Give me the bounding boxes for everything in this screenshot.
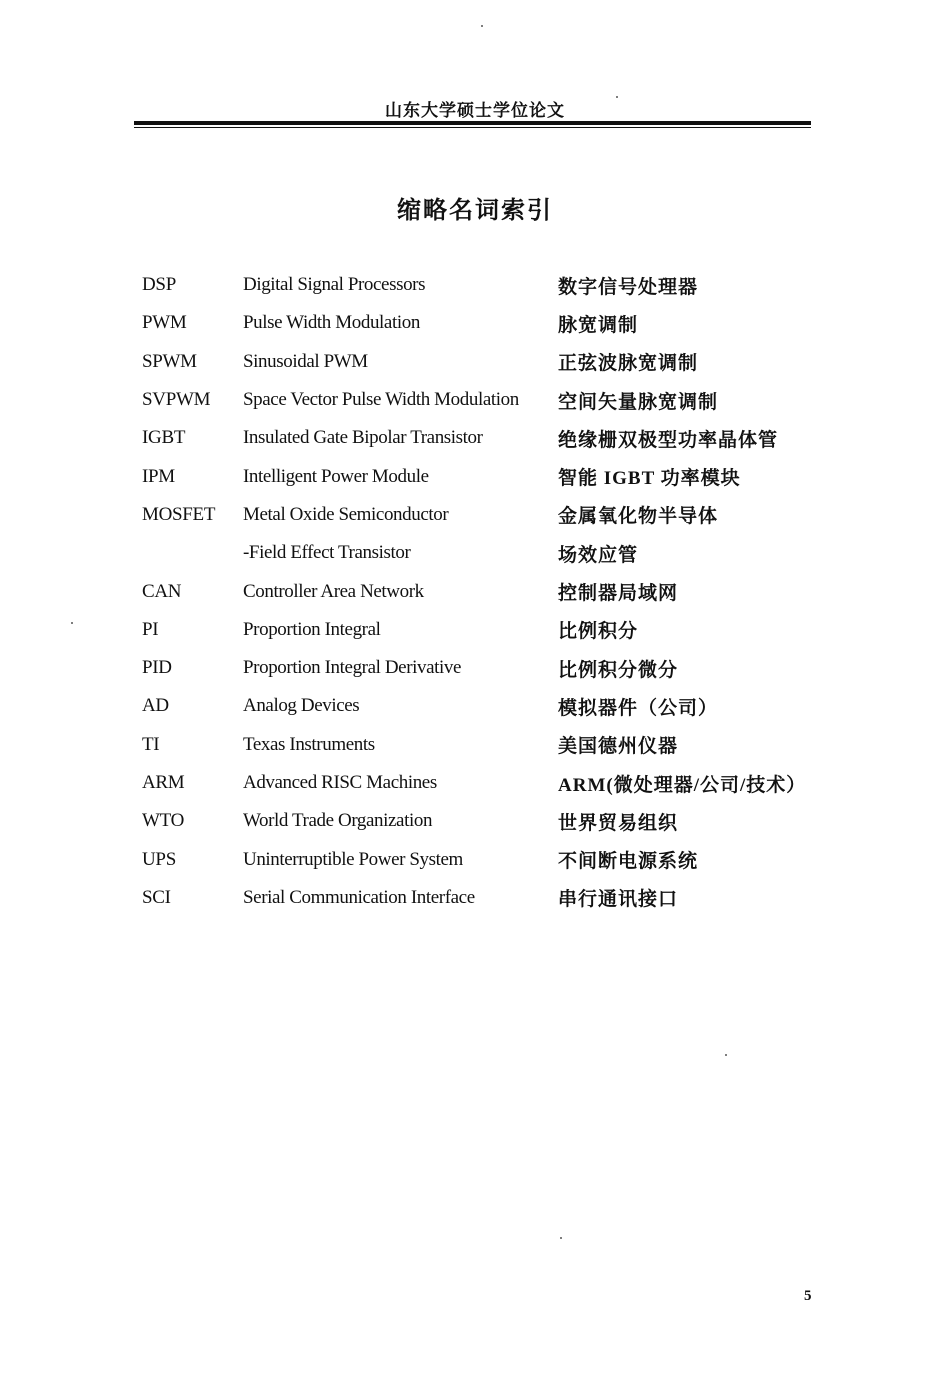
chinese-term: 串行通讯接口 bbox=[558, 889, 679, 911]
abbreviation: AD bbox=[142, 695, 169, 717]
abbreviation: ARM bbox=[142, 772, 185, 793]
header-rule bbox=[134, 121, 811, 125]
abbreviation: IPM bbox=[142, 465, 175, 487]
table-row bbox=[142, 572, 806, 610]
chinese-term: 世界贸易组织 bbox=[558, 812, 679, 834]
full-term: -Field Effect Transistor bbox=[243, 542, 411, 564]
table-row bbox=[142, 419, 806, 457]
table-row bbox=[142, 343, 806, 381]
chinese-term: 正弦波脉宽调制 bbox=[558, 353, 699, 375]
abbreviation: SPWM bbox=[142, 350, 197, 372]
abbreviation: CAN bbox=[142, 580, 182, 602]
scan-speck bbox=[616, 96, 618, 98]
page-number: 5 bbox=[804, 1288, 812, 1304]
full-term: Space Vector Pulse Width Modulation bbox=[243, 389, 519, 411]
table-row bbox=[142, 496, 806, 534]
header-rule-thin bbox=[134, 127, 811, 128]
full-term: Proportion Integral Derivative bbox=[243, 657, 462, 679]
full-term: Intelligent Power Module bbox=[243, 465, 429, 487]
abbreviation: PWM bbox=[142, 312, 187, 334]
full-term: World Trade Organization bbox=[243, 810, 433, 832]
chinese-term: 空间矢量脉宽调制 bbox=[558, 391, 719, 413]
chinese-term: 美国德州仪器 bbox=[558, 736, 679, 758]
scan-speck bbox=[560, 1237, 562, 1239]
table-row bbox=[142, 381, 806, 419]
table-row bbox=[142, 879, 806, 917]
table-row bbox=[142, 687, 806, 725]
abbreviation: SCI bbox=[142, 886, 171, 908]
chinese-term: 控制器局域网 bbox=[558, 583, 679, 605]
chinese-term: 比例积分微分 bbox=[558, 659, 679, 681]
full-term: Serial Communication Interface bbox=[243, 886, 475, 908]
full-term: Texas Instruments bbox=[243, 733, 375, 755]
table-row bbox=[142, 534, 806, 572]
page-title: 缩略名词索引 bbox=[397, 198, 553, 224]
chinese-term: 智能 IGBT 功率模块 bbox=[558, 468, 741, 490]
full-term: Insulated Gate Bipolar Transistor bbox=[243, 427, 483, 449]
abbreviation: SVPWM bbox=[142, 389, 211, 411]
table-row bbox=[142, 840, 806, 878]
table-row bbox=[142, 726, 806, 764]
chinese-term: 模拟器件（公司） bbox=[558, 697, 719, 719]
full-term: Pulse Width Modulation bbox=[243, 312, 420, 334]
full-term: Metal Oxide Semiconductor bbox=[243, 503, 449, 525]
running-header: 山东大学硕士学位论文 bbox=[385, 101, 565, 120]
table-row bbox=[142, 304, 806, 342]
abbreviation-table bbox=[142, 266, 806, 917]
full-term: Digital Signal Processors bbox=[243, 274, 426, 296]
chinese-term: 比例积分 bbox=[558, 621, 639, 643]
table-row bbox=[142, 611, 806, 649]
full-term: Controller Area Network bbox=[243, 580, 424, 602]
abbreviation: PID bbox=[142, 657, 172, 679]
table-row bbox=[142, 649, 806, 687]
chinese-term: 场效应管 bbox=[558, 544, 639, 566]
chinese-term: 不间断电源系统 bbox=[558, 851, 699, 873]
scan-speck bbox=[725, 1054, 727, 1056]
chinese-term: ARM(微处理器/公司/技术） bbox=[558, 774, 807, 796]
abbreviation: MOSFET bbox=[142, 503, 216, 525]
chinese-term: 数字信号处理器 bbox=[558, 276, 699, 298]
chinese-term: 脉宽调制 bbox=[558, 314, 639, 336]
table-row bbox=[142, 802, 806, 840]
chinese-term: 绝缘栅双极型功率晶体管 bbox=[558, 429, 779, 451]
abbreviation: PI bbox=[142, 618, 159, 640]
abbreviation: IGBT bbox=[142, 427, 186, 449]
full-term: Analog Devices bbox=[243, 695, 360, 717]
full-term: Proportion Integral bbox=[243, 618, 381, 640]
table-row bbox=[142, 457, 806, 495]
abbreviation: WTO bbox=[142, 810, 185, 832]
chinese-term: 金属氧化物半导体 bbox=[558, 506, 719, 528]
abbreviation: DSP bbox=[142, 274, 176, 296]
scan-speck bbox=[481, 25, 483, 27]
full-term: Sinusoidal PWM bbox=[243, 350, 368, 372]
table-row bbox=[142, 266, 806, 304]
scan-speck bbox=[71, 622, 73, 624]
abbreviation: UPS bbox=[142, 848, 176, 870]
abbreviation bbox=[142, 534, 243, 572]
full-term: Advanced RISC Machines bbox=[243, 772, 437, 793]
table-row bbox=[142, 764, 806, 802]
abbreviation: TI bbox=[142, 733, 160, 755]
full-term: Uninterruptible Power System bbox=[243, 848, 463, 870]
